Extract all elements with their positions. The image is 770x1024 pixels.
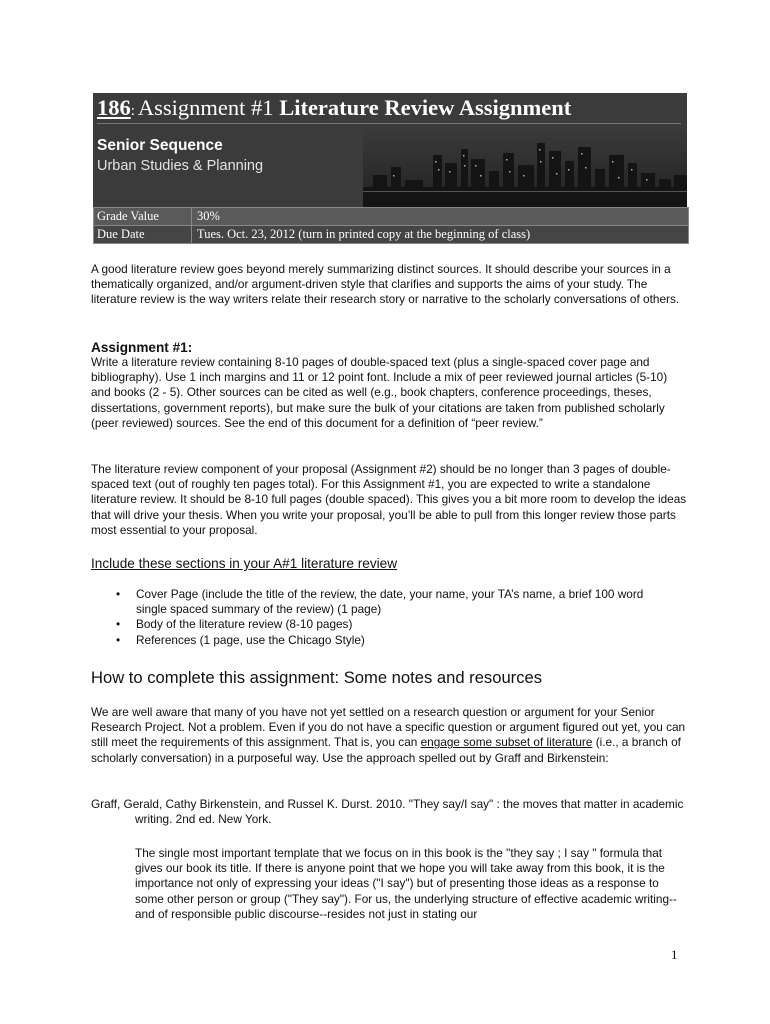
list-item: • Body of the literature review (8-10 pages): [116, 617, 676, 632]
sections-heading: Include these sections in your A#1 literature review: [91, 556, 398, 571]
due-date-row: [94, 225, 688, 243]
due-date-value: Tues. Oct. 23, 2012 (turn in printed copy at the beginning of class): [197, 227, 531, 241]
howto-text-a: We are well aware that many of you have not yet settled on a research question or argument for your Senior Research Project. Not a problem. Even if you do not have a specific question or argument figured out yet, you can still meet the requirements of this assignment. That is, you can: [91, 705, 686, 750]
howto-paragraph: [91, 705, 687, 766]
course-number: 186: [97, 95, 131, 120]
page-number: 1: [671, 947, 678, 962]
sections-list: [116, 587, 676, 648]
intro-paragraph: A good literature review goes beyond merely summarizing distinct sources. It should describe your sources in a thematically organized, and/or argument-driven style that clarifies and supports the aims of your study. The literature review is the way writers relate their research story or narrative to the scholarly conversations of others.: [91, 262, 680, 307]
banner-subtitle-department: Urban Studies & Planning: [97, 158, 264, 174]
title-colon: :: [130, 103, 135, 119]
assignment-paragraph-1: Write a literature review containing 8-10 pages of double-spaced text (plus a single-spaced cover page and bibliography). Use 1 inch margins and 11 or 12 point font. Include a mix of peer reviewed journal articles (5-10) and books (2 - 5). Other sources can be cited as well (e.g., book chapters, conference proceedings, theses, dissertations, government reports), but make sure the bulk of your citations are taken from published scholarly (peer reviewed) sources. See the end of this document for a definition of “peer review.”: [91, 355, 668, 430]
city-skyline-image: [363, 125, 687, 207]
list-item: • References (1 page, use the Chicago Style): [116, 633, 676, 648]
citation-graff: Graff, Gerald, Cathy Birkenstein, and Russel K. Durst. 2010. "They say/I say" : the moves that matter in academic writing. 2nd ed. New York.: [91, 797, 684, 827]
banner-subtitle-senior-sequence: Senior Sequence: [97, 137, 223, 154]
grade-row: [94, 208, 688, 225]
grade-label: Grade Value: [94, 208, 192, 225]
block-quote: The single most important template that we focus on in this book is the "they say ; I say " formula that gives our book its title. If there is anyone point that we hope you will take away from this book, it is the importance not only of expressing your ideas ("I say") but of presenting those ideas as a response to some other person or group ("They say"). For us, the underlying structure of effective academic writing--and of responsible public discourse--resides not just in stating our: [135, 846, 677, 921]
engage-literature-text: engage some subset of literature: [420, 735, 593, 750]
howto-heading: How to complete this assignment: Some notes and resources: [91, 668, 543, 687]
grade-value: 30%: [197, 209, 220, 223]
banner-divider: [97, 123, 681, 124]
title-bold: Literature Review Assignment: [279, 95, 572, 120]
list-item: • Cover Page (include the title of the review, the date, your name, your TA’s name, a brief 100 word single spaced summary of the review) (1 page): [116, 587, 676, 617]
title-plain: Assignment #1: [137, 95, 280, 120]
due-date-label: Due Date: [94, 226, 192, 243]
assignment-heading: Assignment #1:: [91, 340, 193, 355]
assignment-paragraph-2: The literature review component of your proposal (Assignment #2) should be no longer than 3 pages of double-spaced text (out of roughly ten pages total). For this Assignment #1, you are expected to write a standalone literature review. It should be 8-10 full pages (double spaced). This gives you a bit more room to develop the ideas that will drive your thesis. When you write your proposal, you’ll be able to pull from this longer review those parts most essential to your proposal.: [91, 462, 687, 537]
header-banner: [93, 93, 687, 207]
assignment-title: [97, 95, 571, 121]
howto-text-b: (i.e., a branch of scholarly conversation) in a purposeful way. Use the approach spelled out by Graff and Birkenstein:: [91, 735, 681, 765]
info-table: [93, 207, 689, 244]
